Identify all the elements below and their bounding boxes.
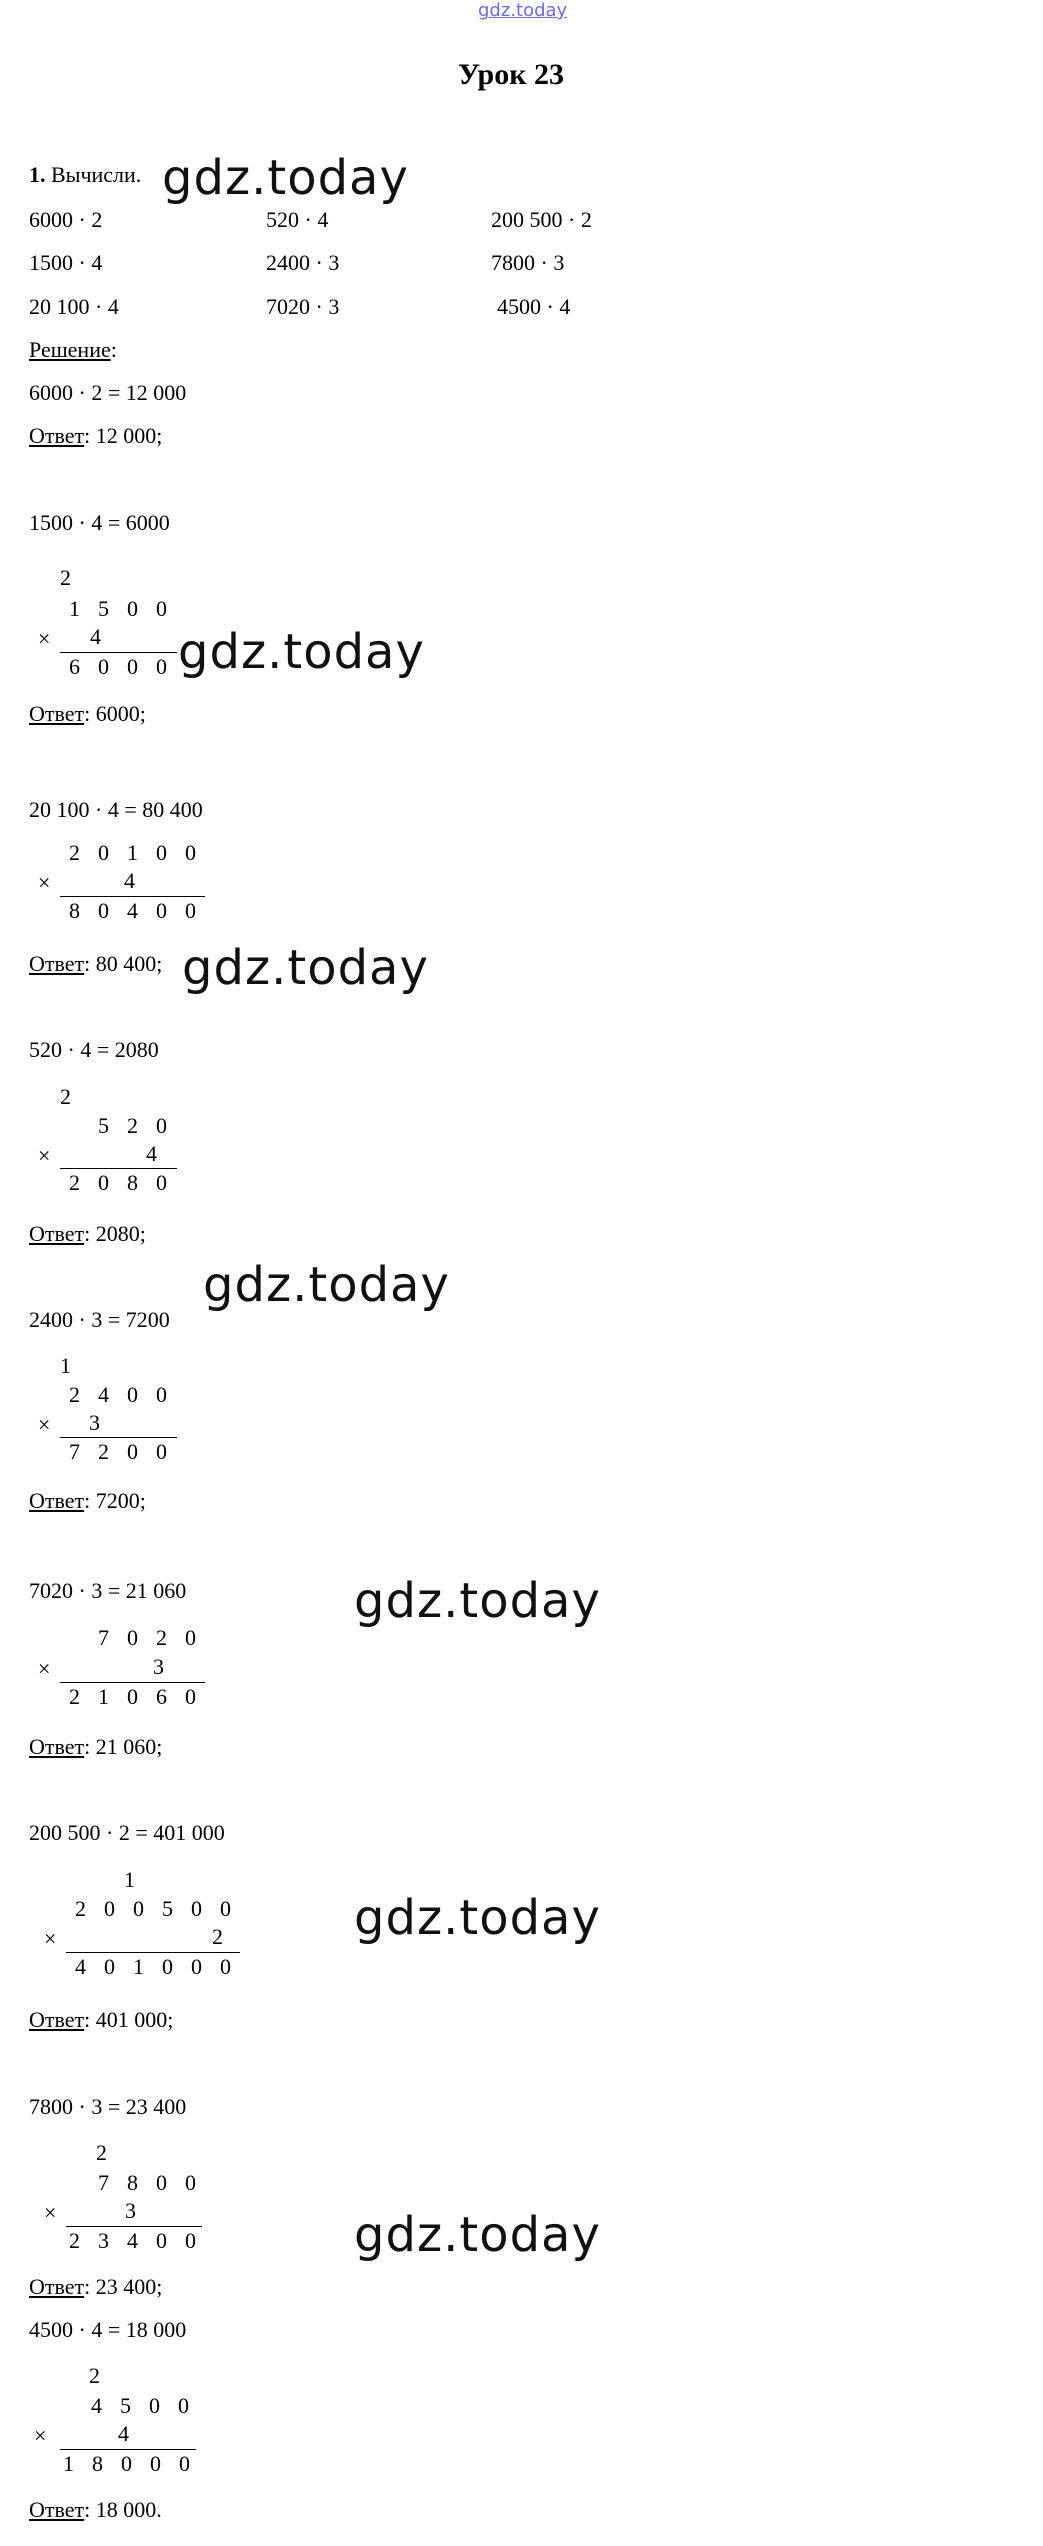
multiplier: 3 bbox=[125, 2198, 136, 2223]
multiplicand: 2 0 0 5 0 0 bbox=[75, 1896, 231, 1921]
result-line bbox=[66, 2226, 202, 2227]
equation: 1500 · 4 = 6000 bbox=[29, 510, 170, 535]
carry-digit: 2 bbox=[60, 565, 71, 590]
answer-line: Ответ: 6000; bbox=[29, 701, 146, 726]
watermark: gdz.today bbox=[178, 624, 425, 680]
carry-digit: 2 bbox=[60, 1084, 71, 1109]
product: 4 0 1 0 0 0 bbox=[75, 1954, 231, 1979]
equation: 7800 · 3 = 23 400 bbox=[29, 2094, 187, 2119]
times-sign: × bbox=[38, 870, 51, 895]
product: 2 1 0 6 0 bbox=[69, 1684, 196, 1709]
result-line bbox=[60, 1168, 177, 1169]
task-text: Вычисли. bbox=[51, 162, 142, 187]
equation: 4500 · 4 = 18 000 bbox=[29, 2317, 187, 2342]
multiplicand: 1 5 0 0 bbox=[69, 596, 167, 621]
multiplicand: 5 2 0 bbox=[98, 1113, 167, 1138]
expr-r2c2: 2400 · 3 bbox=[266, 250, 340, 275]
times-sign: × bbox=[34, 2423, 47, 2448]
expr-r1c2: 520 · 4 bbox=[266, 207, 329, 232]
multiplier: 4 bbox=[90, 624, 101, 649]
equation: 200 500 · 2 = 401 000 bbox=[29, 1820, 225, 1845]
equation: 2400 · 3 = 7200 bbox=[29, 1307, 170, 1332]
solution-label: Решение: bbox=[29, 337, 117, 362]
carry-digit: 1 bbox=[60, 1353, 71, 1378]
expr-r2c3: 7800 · 3 bbox=[491, 250, 565, 275]
times-sign: × bbox=[38, 626, 51, 651]
watermark: gdz.today bbox=[182, 940, 429, 996]
multiplicand: 7 0 2 0 bbox=[98, 1625, 196, 1650]
carry-digit: 1 bbox=[124, 1867, 135, 1892]
multiplicand: 2 4 0 0 bbox=[69, 1382, 167, 1407]
equation: 20 100 · 4 = 80 400 bbox=[29, 797, 203, 822]
multiplier: 4 bbox=[124, 868, 135, 893]
expr-r3c3: 4500 · 4 bbox=[497, 294, 571, 319]
watermark: gdz.today bbox=[354, 1890, 601, 1946]
task-header bbox=[29, 162, 141, 188]
result-line bbox=[60, 652, 177, 653]
multiplier: 4 bbox=[146, 1141, 157, 1166]
multiplier: 4 bbox=[118, 2421, 129, 2446]
result-line bbox=[60, 896, 205, 897]
watermark: gdz.today bbox=[354, 1573, 601, 1629]
watermark-top-link[interactable]: gdz.today bbox=[478, 0, 568, 21]
times-sign: × bbox=[38, 1412, 51, 1437]
product: 8 0 4 0 0 bbox=[69, 898, 196, 923]
answer-line: Ответ: 18 000. bbox=[29, 2497, 162, 2522]
answer-line: Ответ: 12 000; bbox=[29, 423, 163, 448]
result-line bbox=[66, 1952, 240, 1953]
multiplicand: 7 8 0 0 bbox=[98, 2170, 196, 2195]
times-sign: × bbox=[38, 1656, 51, 1681]
result-line bbox=[60, 1437, 177, 1438]
watermark: gdz.today bbox=[354, 2207, 601, 2263]
answer-line: Ответ: 7200; bbox=[29, 1488, 146, 1513]
carry-digit: 2 bbox=[96, 2140, 107, 2165]
product: 1 8 0 0 0 bbox=[63, 2451, 190, 2476]
equation: 520 · 4 = 2080 bbox=[29, 1037, 159, 1062]
expr-r1c1: 6000 · 2 bbox=[29, 207, 103, 232]
expr-r3c2: 7020 · 3 bbox=[266, 294, 340, 319]
answer-line: Ответ: 80 400; bbox=[29, 951, 163, 976]
multiplier: 2 bbox=[212, 1924, 223, 1949]
product: 6 0 0 0 bbox=[69, 654, 167, 679]
answer-line: Ответ: 23 400; bbox=[29, 2274, 163, 2299]
answer-line: Ответ: 401 000; bbox=[29, 2007, 174, 2032]
times-sign: × bbox=[44, 1926, 57, 1951]
product: 2 0 8 0 bbox=[69, 1170, 167, 1195]
product: 2 3 4 0 0 bbox=[69, 2228, 196, 2253]
multiplier: 3 bbox=[89, 1410, 100, 1435]
page-title: Урок 23 bbox=[458, 58, 565, 91]
carry-digit: 2 bbox=[89, 2363, 100, 2388]
times-sign: × bbox=[38, 1143, 51, 1168]
times-sign: × bbox=[44, 2200, 57, 2225]
task-number: 1. bbox=[29, 162, 46, 187]
watermark: gdz.today bbox=[203, 1257, 450, 1313]
watermark: gdz.today bbox=[162, 150, 409, 206]
equation: 6000 · 2 = 12 000 bbox=[29, 380, 187, 405]
expr-r2c1: 1500 · 4 bbox=[29, 250, 103, 275]
result-line bbox=[60, 1682, 205, 1683]
multiplicand: 4 5 0 0 bbox=[91, 2393, 189, 2418]
answer-line: Ответ: 2080; bbox=[29, 1221, 146, 1246]
result-line bbox=[60, 2449, 196, 2450]
equation: 7020 · 3 = 21 060 bbox=[29, 1578, 187, 1603]
expr-r1c3: 200 500 · 2 bbox=[491, 207, 592, 232]
product: 7 2 0 0 bbox=[69, 1439, 167, 1464]
expr-r3c1: 20 100 · 4 bbox=[29, 294, 119, 319]
multiplicand: 2 0 1 0 0 bbox=[69, 840, 196, 865]
multiplier: 3 bbox=[153, 1654, 164, 1679]
answer-line: Ответ: 21 060; bbox=[29, 1734, 163, 1759]
